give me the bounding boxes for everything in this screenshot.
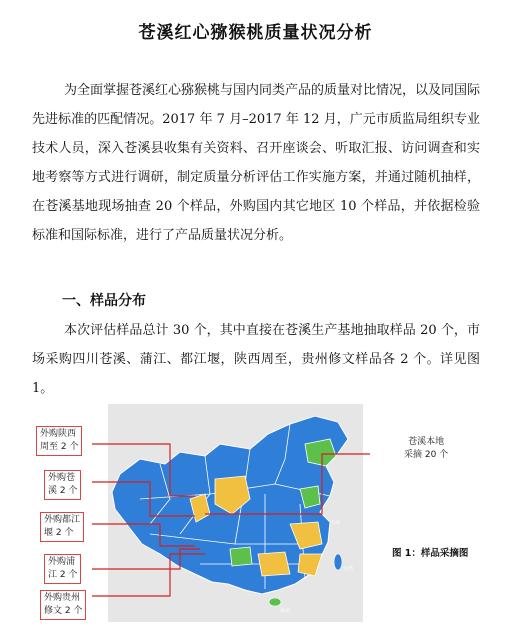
label-cangxi-purchased-line1: 外购苍 [48, 473, 76, 483]
label-shaanxi-zhouzhi [36, 426, 82, 456]
label-pujiang-line2: 江 2 个 [48, 570, 78, 580]
province-yellow-4 [258, 552, 290, 576]
label-dujiangyan [40, 512, 84, 542]
label-dujiangyan-line1: 外购都江 [44, 515, 81, 525]
label-cangxi-local-line2: 采摘 20 个 [404, 450, 449, 460]
label-shaanxi-zhouzhi-line2: 周至 2 个 [40, 442, 79, 452]
taiwan-island [334, 554, 342, 570]
label-dujiangyan-line2: 堰 2 个 [44, 528, 74, 538]
city-label-hainan: 海南 [280, 608, 291, 614]
label-pujiang-line1: 外购浦 [48, 557, 76, 567]
label-cangxi-local [404, 436, 448, 462]
figure-caption: 图 1：样品采摘图 [392, 548, 469, 559]
intro-paragraph: 为全面掌握苍溪红心猕猴桃与国内同类产品的质量对比情况，以及同国际先进标准的匹配情况。2017 年 7 月–2017 年 12 月，广元市质监局组织专业技术人员，深入苍溪县收集有关资料、召开座谈会、听取汇报、访问调查和实地考察等方式进行调研，制定质量分析评估工作实施方案，并通过随机抽样，在苍溪基地现场抽查 20 个样品，外购国内其它地区 10 个样品，并依据检验标准和国际标准，进行了产品质量状况分析。 [32, 83, 481, 243]
city-label-taiwan: 台湾 [343, 566, 354, 572]
label-pujiang [44, 554, 81, 584]
hainan-island [269, 598, 281, 606]
label-guizhou-xiuwen [40, 590, 86, 620]
label-guizhou-xiuwen-line2: 修文 2 个 [44, 606, 83, 616]
province-green-3 [230, 547, 252, 566]
section-heading-sample-distribution: 一、样品分布 [62, 293, 146, 309]
section-paragraph-sample-distribution: 本次评估样品总计 30 个，其中直接在苍溪生产基地抽取样品 20 个，市场采购四川苍溪、蒲江、都江堰，陕西周至，贵州修文样品各 2 个。详见图 1。 [32, 323, 480, 396]
city-label-shanghai: 上海 [330, 520, 341, 526]
sample-distribution-map [0, 404, 511, 622]
label-shaanxi-zhouzhi-line1: 外购陕西 [40, 429, 77, 439]
label-cangxi-local-line1: 苍溪本地 [408, 437, 445, 447]
label-cangxi-purchased [44, 470, 81, 500]
document-title: 苍溪红心猕猴桃质量状况分析 [138, 23, 373, 43]
label-cangxi-purchased-line2: 溪 2 个 [48, 486, 78, 496]
label-guizhou-xiuwen-line1: 外购贵州 [44, 593, 81, 603]
